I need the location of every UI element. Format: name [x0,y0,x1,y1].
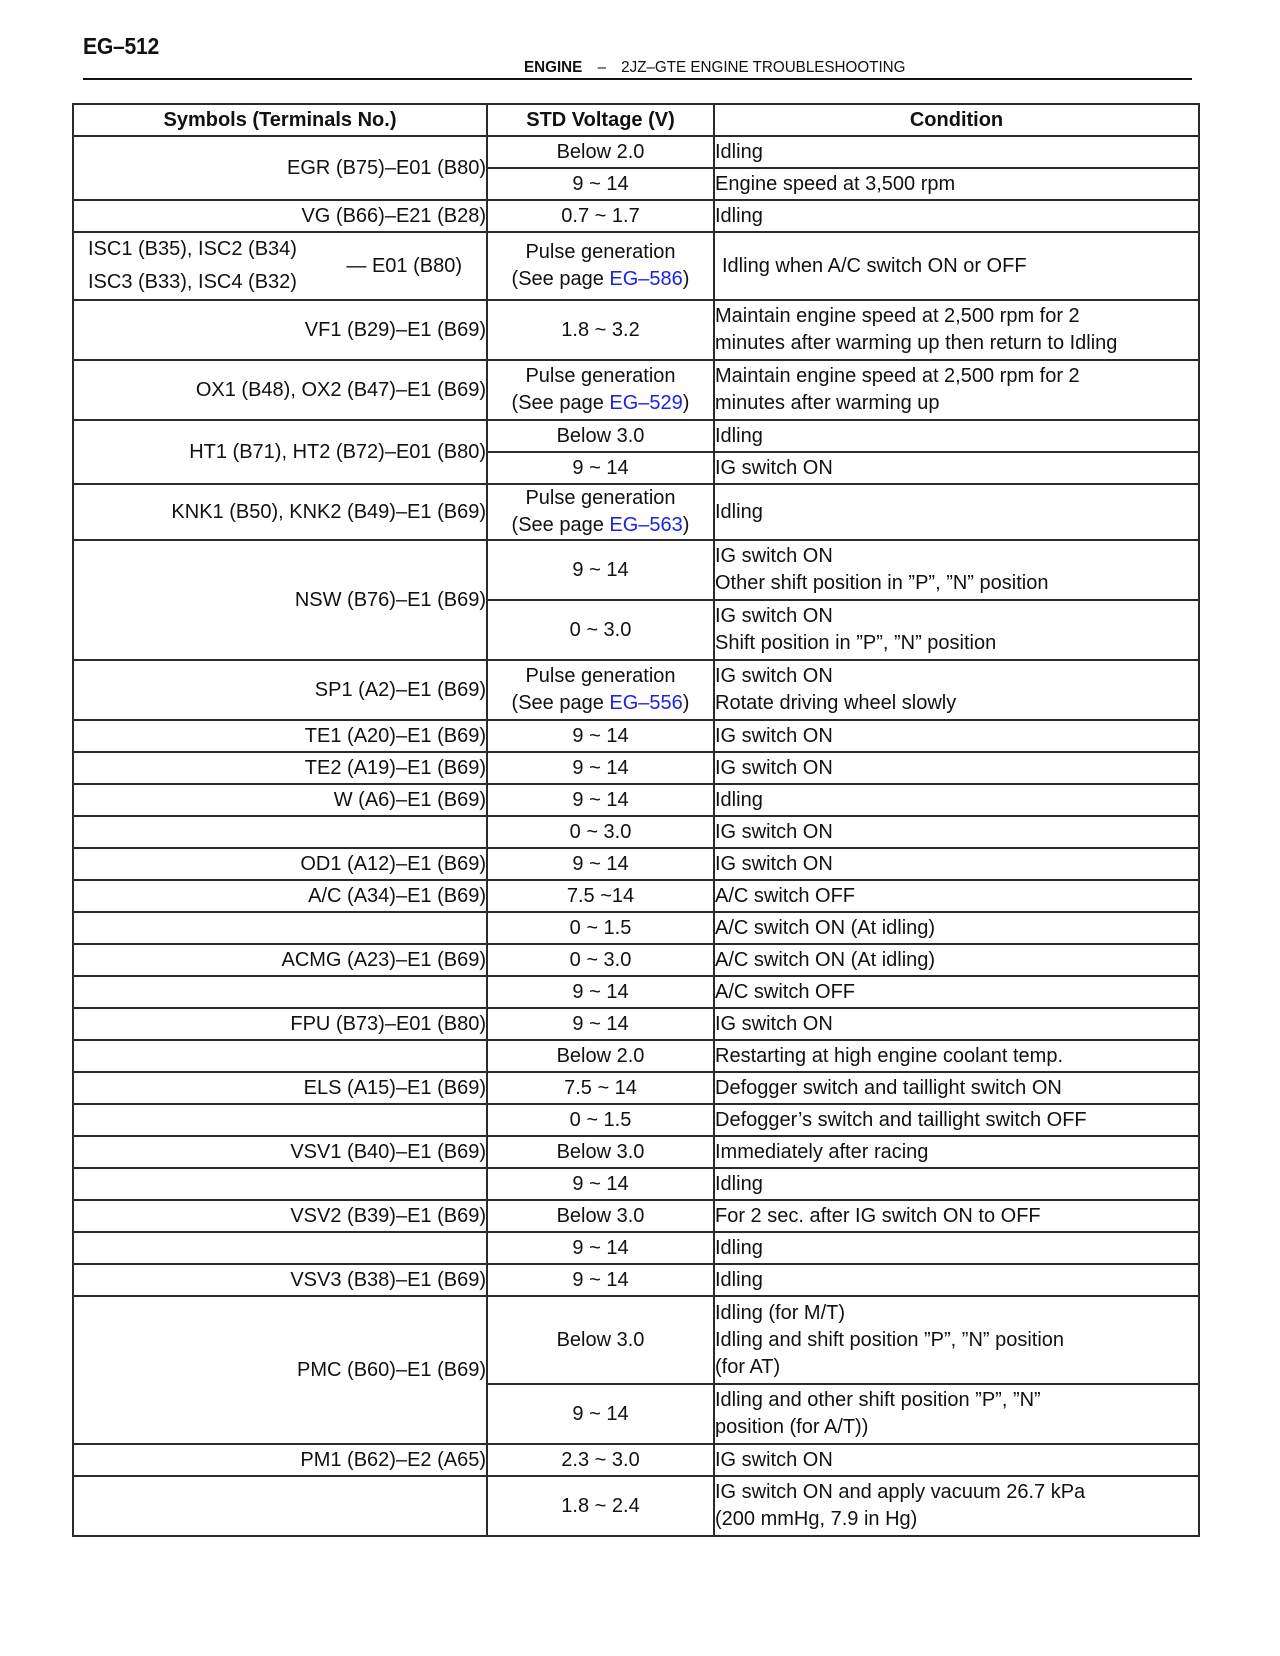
voltage-cell [487,912,714,944]
table-row [73,1232,1199,1264]
condition-line: Idling [715,424,763,447]
condition-line: Idling [715,204,763,227]
table-body [73,136,1199,1536]
condition-line: A/C switch OFF [715,980,856,1003]
condition-cell [714,1104,1199,1136]
voltage-cell [487,1444,714,1476]
see-page-prefix: (See page [511,692,610,714]
symbol-cell [73,720,487,752]
symbol-cell [73,1040,487,1072]
see-page-link[interactable]: EG–586 [609,268,683,290]
voltage-cell [487,720,714,752]
voltage-value: 9 ~ 14 [572,1268,629,1291]
voltage-value: Below 3.0 [556,1328,645,1351]
symbol-cell [73,420,487,484]
symbol-ground: — E01 (B80) [346,254,462,277]
voltage-cell [487,1008,714,1040]
symbol-text: HT1 (B71), HT2 (B72)–E01 (B80) [189,440,486,463]
condition-cell [714,232,1199,300]
condition-line: IG switch ON [715,605,833,627]
symbol-text: VF1 (B29)–E1 (B69) [304,318,486,341]
voltage-value: 0 ~ 1.5 [569,1108,632,1131]
symbol-cell [73,1136,487,1168]
table-row [73,848,1199,880]
voltage-value: 2.3 ~ 3.0 [561,1448,640,1471]
symbol-text: VSV2 (B39)–E1 (B69) [290,1204,486,1227]
column-header-condition: Condition [714,104,1199,136]
voltage-cell [487,1476,714,1536]
condition-line: Rotate driving wheel slowly [715,692,957,714]
condition-cell [714,540,1199,600]
symbol-cell [73,816,487,848]
condition-cell [714,1444,1199,1476]
condition-cell [714,660,1199,720]
symbol-text: ACMG (A23)–E1 (B69) [281,948,486,971]
see-page-ref [488,512,713,539]
condition-line: position (for A/T)) [715,1416,869,1438]
voltage-value: Pulse generation [525,665,676,687]
voltage-value: Below 3.0 [556,424,645,447]
condition-line: A/C switch ON (At idling) [715,916,936,939]
see-page-link[interactable]: EG–563 [609,514,683,536]
condition-cell [714,848,1199,880]
table-row [73,1104,1199,1136]
table-row [73,976,1199,1008]
voltage-cell [487,600,714,660]
table-row [73,232,1199,300]
symbol-cell [73,200,487,232]
voltage-value: 0 ~ 3.0 [569,618,632,641]
symbol-group [74,233,462,299]
condition-line: For 2 sec. after IG switch ON to OFF [715,1204,1041,1227]
condition-cell [714,452,1199,484]
condition-line: Defogger switch and taillight switch ON [715,1076,1062,1099]
condition-line: (for AT) [715,1355,781,1378]
symbol-text: KNK1 (B50), KNK2 (B49)–E1 (B69) [171,500,486,523]
voltage-value: 7.5 ~ 14 [564,1076,637,1099]
condition-line: IG switch ON [715,1012,833,1035]
voltage-cell [487,1136,714,1168]
symbol-cell [73,660,487,720]
voltage-value: Below 3.0 [556,1204,645,1227]
voltage-value: Below 3.0 [556,1140,645,1163]
symbol-cell [73,1008,487,1040]
symbol-cell [73,300,487,360]
voltage-cell [487,1168,714,1200]
table-row [73,484,1199,540]
voltage-value: 7.5 ~14 [566,884,635,907]
column-header-voltage: STD Voltage (V) [487,104,714,136]
symbol-line: ISC1 (B35), ISC2 (B34) [88,238,297,260]
symbol-cell [73,1104,487,1136]
voltage-cell [487,232,714,300]
see-page-prefix: (See page [511,514,610,536]
voltage-value: 9 ~ 14 [572,172,629,195]
condition-line: IG switch ON [715,852,833,875]
condition-cell [714,360,1199,420]
condition-line: minutes after warming up then return to Idling [715,332,1118,354]
table-row [73,1040,1199,1072]
voltage-value: Below 2.0 [556,140,645,163]
subsection-title: 2JZ–GTE ENGINE TROUBLESHOOTING [621,59,906,76]
voltage-value: 9 ~ 14 [572,1172,629,1195]
condition-line: IG switch ON [715,724,833,747]
symbol-text: TE2 (A19)–E1 (B69) [304,756,486,779]
symbol-text: VG (B66)–E21 (B28) [301,204,486,227]
section-separator: – [597,59,606,76]
condition-line: Maintain engine speed at 2,500 rpm for 2 [715,365,1080,387]
condition-line: Engine speed at 3,500 rpm [715,172,956,195]
symbol-cell [73,1264,487,1296]
condition-cell [714,816,1199,848]
condition-line: Idling [715,788,763,811]
symbol-text: VSV1 (B40)–E1 (B69) [290,1140,486,1163]
symbol-text: A/C (A34)–E1 (B69) [308,884,486,907]
symbol-cell [73,784,487,816]
symbol-line: ISC3 (B33), ISC4 (B32) [88,271,297,293]
condition-cell [714,484,1199,540]
condition-cell [714,1072,1199,1104]
symbol-text: PMC (B60)–E1 (B69) [297,1358,486,1381]
symbol-text: EGR (B75)–E01 (B80) [287,156,486,179]
voltage-value: 0 ~ 1.5 [569,916,632,939]
voltage-value: Below 2.0 [556,1044,645,1067]
symbol-cell [73,1072,487,1104]
condition-line: Defogger’s switch and taillight switch OFF [715,1108,1087,1131]
condition-cell [714,136,1199,168]
terminal-voltage-table [72,103,1200,1537]
voltage-cell [487,136,714,168]
symbol-cell [73,360,487,420]
table-row [73,1200,1199,1232]
voltage-cell [487,848,714,880]
condition-line: Other shift position in ”P”, ”N” position [715,572,1049,594]
symbol-cell [73,136,487,200]
symbol-cell [73,540,487,660]
condition-cell [714,976,1199,1008]
condition-cell [714,944,1199,976]
table-row [73,360,1199,420]
condition-line: Maintain engine speed at 2,500 rpm for 2 [715,305,1080,327]
symbol-text: TE1 (A20)–E1 (B69) [304,724,486,747]
condition-cell [714,200,1199,232]
table-row [73,1136,1199,1168]
voltage-cell [487,168,714,200]
voltage-value: 9 ~ 14 [572,1402,629,1425]
symbol-cell [73,944,487,976]
symbol-text: W (A6)–E1 (B69) [333,788,486,811]
symbol-text: NSW (B76)–E1 (B69) [294,588,486,611]
voltage-cell [487,880,714,912]
see-page-prefix: (See page [511,268,610,290]
symbol-cell [73,1168,487,1200]
symbol-text: OX1 (B48), OX2 (B47)–E1 (B69) [195,378,486,401]
symbol-cell [73,976,487,1008]
condition-line: (200 mmHg, 7.9 in Hg) [715,1508,918,1530]
voltage-cell [487,816,714,848]
condition-line: IG switch ON [715,456,833,479]
condition-line: Idling (for M/T) [715,1301,846,1324]
condition-line: Idling [715,1268,763,1291]
voltage-value: 9 ~ 14 [572,756,629,779]
see-page-suffix: ) [682,392,690,414]
condition-line: Idling [715,500,763,523]
page-number: EG–512 [83,33,160,59]
condition-line: IG switch ON [715,665,833,687]
voltage-value: Pulse generation [525,241,676,263]
condition-line: IG switch ON [715,1448,833,1471]
voltage-value: 9 ~ 14 [572,724,629,747]
condition-cell [714,1168,1199,1200]
condition-cell [714,1136,1199,1168]
symbol-text: FPU (B73)–E01 (B80) [290,1012,486,1035]
voltage-cell [487,944,714,976]
condition-cell [714,912,1199,944]
voltage-cell [487,1384,714,1444]
running-head [524,59,905,77]
table-row [73,1296,1199,1384]
voltage-value: Pulse generation [525,487,676,509]
see-page-suffix: ) [682,514,690,536]
voltage-cell [487,1200,714,1232]
voltage-value: 9 ~ 14 [572,788,629,811]
symbol-cell [73,912,487,944]
voltage-cell [487,660,714,720]
voltage-value: 9 ~ 14 [572,980,629,1003]
voltage-value: 0 ~ 3.0 [569,948,632,971]
symbol-text: OD1 (A12)–E1 (B69) [300,852,486,875]
voltage-cell [487,1264,714,1296]
voltage-cell [487,752,714,784]
condition-cell [714,1296,1199,1384]
table-row [73,300,1199,360]
table-row [73,1444,1199,1476]
table-row [73,200,1199,232]
voltage-value: 9 ~ 14 [572,1012,629,1035]
see-page-suffix: ) [682,692,690,714]
symbol-text: SP1 (A2)–E1 (B69) [314,678,486,701]
condition-line: IG switch ON [715,545,833,567]
see-page-suffix: ) [682,268,690,290]
condition-cell [714,1476,1199,1536]
table-row [73,1008,1199,1040]
condition-line: A/C switch ON (At idling) [715,948,936,971]
condition-line: A/C switch OFF [715,884,856,907]
voltage-cell [487,1232,714,1264]
voltage-cell [487,420,714,452]
symbol-cell [73,880,487,912]
table-row [73,540,1199,600]
voltage-value: 1.8 ~ 3.2 [561,318,640,341]
voltage-value: 0.7 ~ 1.7 [561,204,640,227]
voltage-value: Pulse generation [525,365,676,387]
condition-line: Idling and shift position ”P”, ”N” position [715,1328,1065,1351]
condition-line: Restarting at high engine coolant temp. [715,1044,1063,1067]
condition-line: Idling [715,140,763,163]
condition-cell [714,784,1199,816]
see-page-ref [488,266,713,293]
condition-line: IG switch ON [715,756,833,779]
voltage-cell [487,1040,714,1072]
column-header-symbols: Symbols (Terminals No.) [73,104,487,136]
condition-line: minutes after warming up [715,392,940,414]
condition-cell [714,1008,1199,1040]
condition-cell [714,720,1199,752]
symbol-text: PM1 (B62)–E2 (A65) [300,1448,486,1471]
symbol-cell [73,1476,487,1536]
table-row [73,720,1199,752]
see-page-prefix: (See page [511,392,610,414]
voltage-cell [487,200,714,232]
symbol-cell [73,232,487,300]
table-row [73,912,1199,944]
condition-line: IG switch ON and apply vacuum 26.7 kPa [715,1481,1086,1503]
condition-line: Idling [715,1172,763,1195]
condition-cell [714,1232,1199,1264]
see-page-ref [488,690,713,717]
condition-cell [714,1264,1199,1296]
see-page-link[interactable]: EG–556 [609,692,683,714]
table-header-row [73,104,1199,136]
table-row [73,944,1199,976]
table-row [73,1264,1199,1296]
voltage-value: 9 ~ 14 [572,852,629,875]
voltage-value: 1.8 ~ 2.4 [561,1494,640,1517]
table-row [73,420,1199,452]
voltage-value: 9 ~ 14 [572,558,629,581]
symbol-cell [73,1296,487,1444]
section-title: ENGINE [524,59,583,76]
condition-line: Idling [715,1236,763,1259]
condition-cell [714,1200,1199,1232]
condition-line: Idling when A/C switch ON or OFF [722,254,1027,277]
table-row [73,784,1199,816]
voltage-cell [487,976,714,1008]
voltage-cell [487,540,714,600]
condition-cell [714,1384,1199,1444]
condition-cell [714,168,1199,200]
symbol-cell [73,1232,487,1264]
table-row [73,1168,1199,1200]
table-row [73,880,1199,912]
condition-cell [714,752,1199,784]
symbol-cell [73,484,487,540]
voltage-cell [487,360,714,420]
symbol-cell [73,1200,487,1232]
symbol-cell [73,848,487,880]
see-page-ref [488,390,713,417]
voltage-value: 9 ~ 14 [572,456,629,479]
condition-line: Idling and other shift position ”P”, ”N” [715,1389,1041,1411]
symbol-cell [73,752,487,784]
voltage-cell [487,484,714,540]
condition-line: Shift position in ”P”, ”N” position [715,632,997,654]
voltage-cell [487,1072,714,1104]
condition-cell [714,300,1199,360]
condition-cell [714,600,1199,660]
table-row [73,1072,1199,1104]
condition-cell [714,880,1199,912]
voltage-cell [487,1104,714,1136]
voltage-cell [487,1296,714,1384]
symbol-lines [88,233,297,299]
condition-cell [714,1040,1199,1072]
symbol-cell [73,1444,487,1476]
table-row [73,752,1199,784]
condition-line: IG switch ON [715,820,833,843]
table-row [73,136,1199,168]
table-row [73,816,1199,848]
condition-line: Immediately after racing [715,1140,929,1163]
see-page-link[interactable]: EG–529 [609,392,683,414]
voltage-cell [487,452,714,484]
voltage-value: 9 ~ 14 [572,1236,629,1259]
condition-cell [714,420,1199,452]
voltage-cell [487,300,714,360]
symbol-text: VSV3 (B38)–E1 (B69) [290,1268,486,1291]
voltage-cell [487,784,714,816]
table-row [73,660,1199,720]
table-row [73,1476,1199,1536]
header-rule [83,78,1192,80]
symbol-text: ELS (A15)–E1 (B69) [303,1076,486,1099]
voltage-value: 0 ~ 3.0 [569,820,632,843]
